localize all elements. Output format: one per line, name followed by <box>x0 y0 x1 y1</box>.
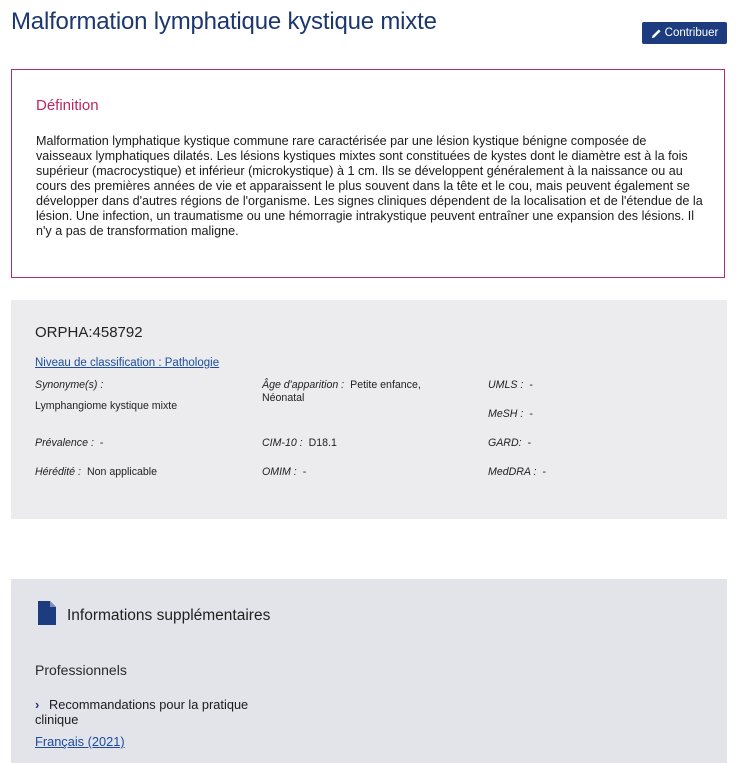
heredite-field <box>35 466 157 479</box>
meddra-label: MedDRA : <box>488 466 537 478</box>
prevalence-field <box>35 437 103 450</box>
synonyms-label: Synonyme(s) : <box>35 379 104 391</box>
definition-text: Malformation lymphatique kystique commune rare caractérisée par une lésion kystique bénigne composée de vaisseaux lymphatiques dilatés. Les lésions kystiques mixtes sont constituées de kystes dont le diamètre est à la fois supérieur (macrocystique) et inférieur (microkystique) à 1 cm. Ils se développent généralement à la naissance ou au cours des premières années de vie et apparaissent le plus souvent dans la tête et le cou, mais peuvent également se développer dans d'autres régions de l'organisme. Les signes cliniques dépendent de la localisation et de l'étendue de la lésion. Une infection, un traumatisme ou une hémorragie intrakystique peuvent entraîner une expansion des lésions. Il n'y a pas de transformation maligne. <box>36 134 703 238</box>
classification-link[interactable]: Niveau de classification : Pathologie <box>35 357 220 369</box>
mesh-value: - <box>529 408 533 420</box>
omim-label: OMIM : <box>262 466 297 478</box>
professionals-heading: Professionnels <box>35 662 127 678</box>
age-label: Âge d'apparition : <box>262 379 345 391</box>
meddra-field <box>488 466 546 479</box>
prevalence-label: Prévalence : <box>35 437 94 449</box>
synonyms-field <box>35 379 103 392</box>
supplementary-info-panel <box>11 579 727 763</box>
contribute-label: Contribuer <box>664 27 719 39</box>
umls-value: - <box>529 379 533 391</box>
age-field <box>262 379 462 405</box>
recommendation-item[interactable] <box>35 697 285 727</box>
synonyms-value: Lymphangiome kystique mixte <box>35 400 178 412</box>
umls-field <box>488 379 533 392</box>
disease-info-panel <box>11 300 727 519</box>
recommendation-label: Recommandations pour la pratique clinique <box>35 697 249 727</box>
document-icon <box>38 601 56 625</box>
recommendation-link[interactable]: Français (2021) <box>35 734 125 749</box>
cim-value: D18.1 <box>308 437 337 449</box>
pencil-icon <box>651 28 662 39</box>
meddra-value: - <box>542 466 546 478</box>
contribute-button[interactable] <box>642 22 727 44</box>
definition-heading: Définition <box>36 97 99 114</box>
orpha-code: ORPHA:458792 <box>35 324 143 341</box>
gard-field <box>488 437 531 450</box>
mesh-field <box>488 408 533 421</box>
prevalence-value: - <box>99 437 104 449</box>
heredite-label: Hérédité : <box>35 466 81 478</box>
gard-label: GARD: <box>488 437 522 449</box>
umls-label: UMLS : <box>488 379 524 391</box>
omim-field <box>262 466 306 479</box>
supplementary-title: Informations supplémentaires <box>67 607 271 624</box>
cim-label: CIM-10 : <box>262 437 303 449</box>
age-value-2: Néonatal <box>262 392 305 404</box>
page-title: Malformation lymphatique kystique mixte <box>11 8 437 35</box>
gard-value: - <box>527 437 532 449</box>
mesh-label: MeSH : <box>488 408 524 420</box>
heredite-value: Non applicable <box>86 466 158 478</box>
chevron-right-icon: › <box>35 697 40 712</box>
definition-section <box>11 69 725 278</box>
age-value-1: Petite enfance, <box>350 379 421 391</box>
cim-field <box>262 437 337 450</box>
omim-value: - <box>302 466 307 478</box>
